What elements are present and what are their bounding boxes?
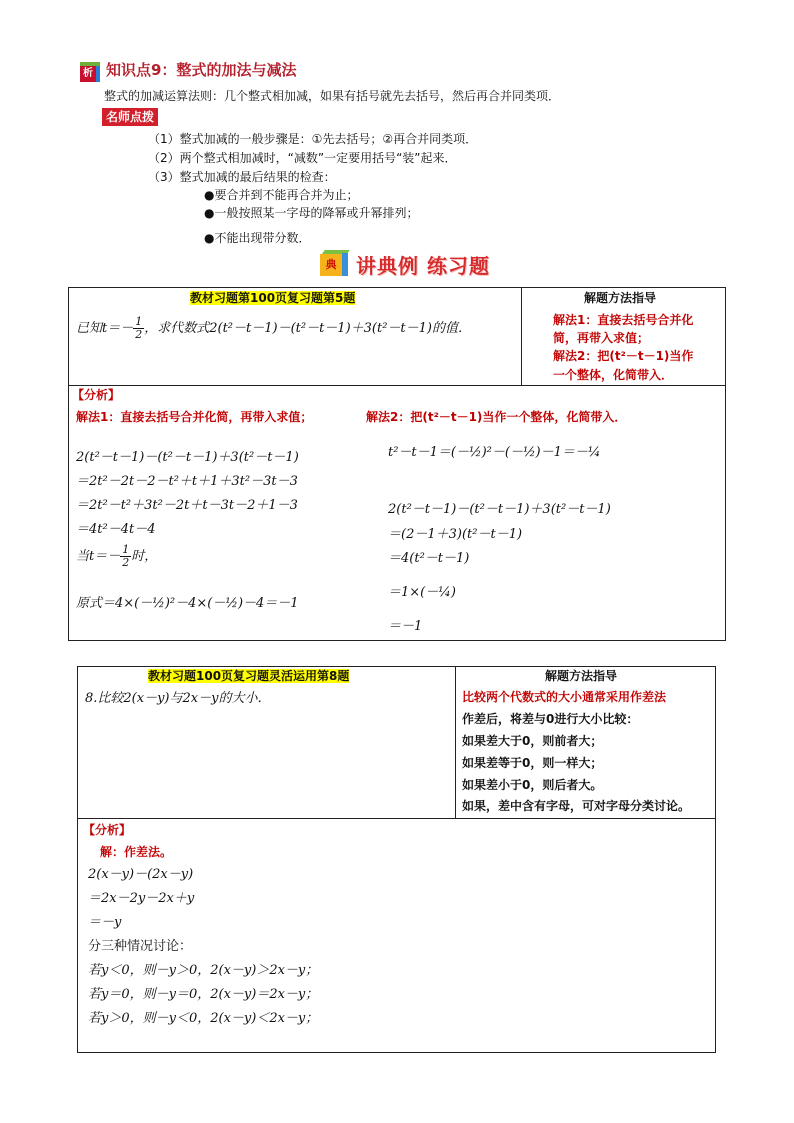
problem1-column-divider [521,287,522,385]
problem1-original-expression: 原式＝4×(－½)²－4×(－½)－4＝－1 [76,596,299,611]
problem1-question-prefix: 已知t＝－ [76,321,134,336]
problem2-analysis-label: 【分析】 [83,823,132,837]
problem1-frac-num: 1 [135,315,143,328]
problem2-question: 8.比较2(x－y)与2x－y的大小． [85,691,271,706]
knowledge-point-title: 知识点9：整式的加法与减法 [106,61,297,79]
problem2-line-1: 2(x－y)－(2x－y) [88,867,194,882]
problem1-header-divider [68,385,726,386]
examples-icon-char: 典 [320,254,342,276]
problem1-when-frac-den: 2 [122,556,130,569]
problem1-method1-title: 解法1：直接去括号合并化简，再带入求值； [76,410,313,424]
problem2-guide-line-4: 如果差等于0，则一样大； [462,756,603,770]
problem1-when-prefix: 当t＝－ [76,549,121,564]
tip-point-1: （1）整式加减的一般步骤是：①先去括号；②再合并同类项． [148,132,478,146]
problem1-guide-title: 解题方法指导 [584,291,657,305]
problem2-line-6: 若y＝0，则－y＝0，2(x－y)＝2x－y； [88,987,319,1002]
problem1-right-line-1: 2(t²－t－1)－(t²－t－1)＋3(t²－t－1) [388,502,611,517]
check-bullet-3: ●不能出现带分数． [204,231,311,245]
problem1-right-first-line: t²－t－1＝(－½)²－(－½)－1＝－¼ [388,445,601,460]
problem1-question-fraction [133,316,144,341]
problem2-guide-line-2: 作差后，将差与0进行大小比较： [462,712,639,726]
problem2-source-highlight: 教材习题100页复习题灵活运用第8题 [148,669,350,683]
examples-icon [320,250,348,276]
problem1-left-line-2: ＝2t²－2t－2－t²＋t＋1＋3t²－3t－3 [76,474,298,489]
problem1-source [190,289,355,308]
problem1-guide-line-3: 解法2：把(t²－t－1)当作 [553,349,694,363]
problem1-when-suffix: 时， [131,549,158,564]
problem2-source [148,667,349,686]
problem1-guide-line-2: 简，再带入求值； [553,331,650,345]
problem2-guide-title: 解题方法指导 [545,669,618,683]
problem2-header-divider [77,818,716,819]
problem2-line-4: 分三种情况讨论： [88,939,193,954]
knowledge-point-icon [80,62,100,82]
problem1-guide-line-1: 解法1：直接去括号合并化 [553,313,694,327]
problem1-question-suffix: ，求代数式2(t²－t－1)－(t²－t－1)＋3(t²－t－1)的值． [144,321,471,336]
problem2-line-5: 若y＜0，则－y＞0，2(x－y)＞2x－y； [88,963,319,978]
problem1-right-line-2: ＝(2－1＋3)(t²－t－1) [388,527,523,542]
problem2-guide-line-3: 如果差大于0，则前者大； [462,734,603,748]
problem2-line-2: ＝2x－2y－2x＋y [88,891,195,906]
problem2-guide-line-1: 比较两个代数式的大小通常采用作差法 [462,690,667,704]
problem1-method2-title: 解法2：把(t²－t－1)当作一个整体，化简带入． [366,410,627,424]
problem1-question [76,316,471,342]
problem1-when-line [76,544,157,570]
problem1-when-fraction [120,544,131,569]
problem2-guide-line-5: 如果差小于0，则后者大。 [462,778,603,792]
problem1-when-frac-num: 1 [122,543,130,556]
problem1-left-line-1: 2(t²－t－1)－(t²－t－1)＋3(t²－t－1) [76,450,299,465]
rule-text: 整式的加减运算法则：几个整式相加减，如果有括号就先去括号，然后再合并同类项． [104,89,561,103]
problem1-right-line-3: ＝4(t²－t－1) [388,551,470,566]
problem1-frac-den: 2 [135,328,143,341]
problem1-right-line-5: ＝－1 [388,619,423,634]
tip-point-3: （3）整式加减的最后结果的检查： [148,170,336,184]
teacher-tip-tag: 名师点拨 [102,108,158,126]
problem2-line-3: ＝－y [88,915,122,930]
check-bullet-1: ●要合并到不能再合并为止； [204,188,359,202]
problem1-source-highlight: 教材习题第100页复习题第5题 [190,291,356,305]
problem2-line-7: 若y＞0，则－y＜0，2(x－y)＜2x－y； [88,1011,319,1026]
section-title: 讲典例 练习题 [356,254,490,278]
problem1-left-line-3: ＝2t²－t²＋3t²－2t＋t－3t－2＋1－3 [76,498,298,513]
problem2-solution-title: 解：作差法。 [100,845,173,859]
check-bullet-2: ●一般按照某一字母的降幂或升幂排列； [204,206,419,220]
problem1-right-line-4: ＝1×(－¼) [388,585,456,600]
problem2-column-divider [455,666,456,818]
problem1-analysis-label: 【分析】 [72,388,121,402]
problem1-guide-line-4: 一个整体，化简带入． [553,368,674,382]
tip-point-2: （2）两个整式相加减时，“减数”一定要用括号“装”起来． [148,151,457,165]
knowledge-point-icon-char: 析 [80,66,96,82]
problem2-guide-line-6: 如果，差中含有字母，可对字母分类讨论。 [462,799,691,813]
problem1-left-line-4: ＝4t²－4t－4 [76,522,156,537]
